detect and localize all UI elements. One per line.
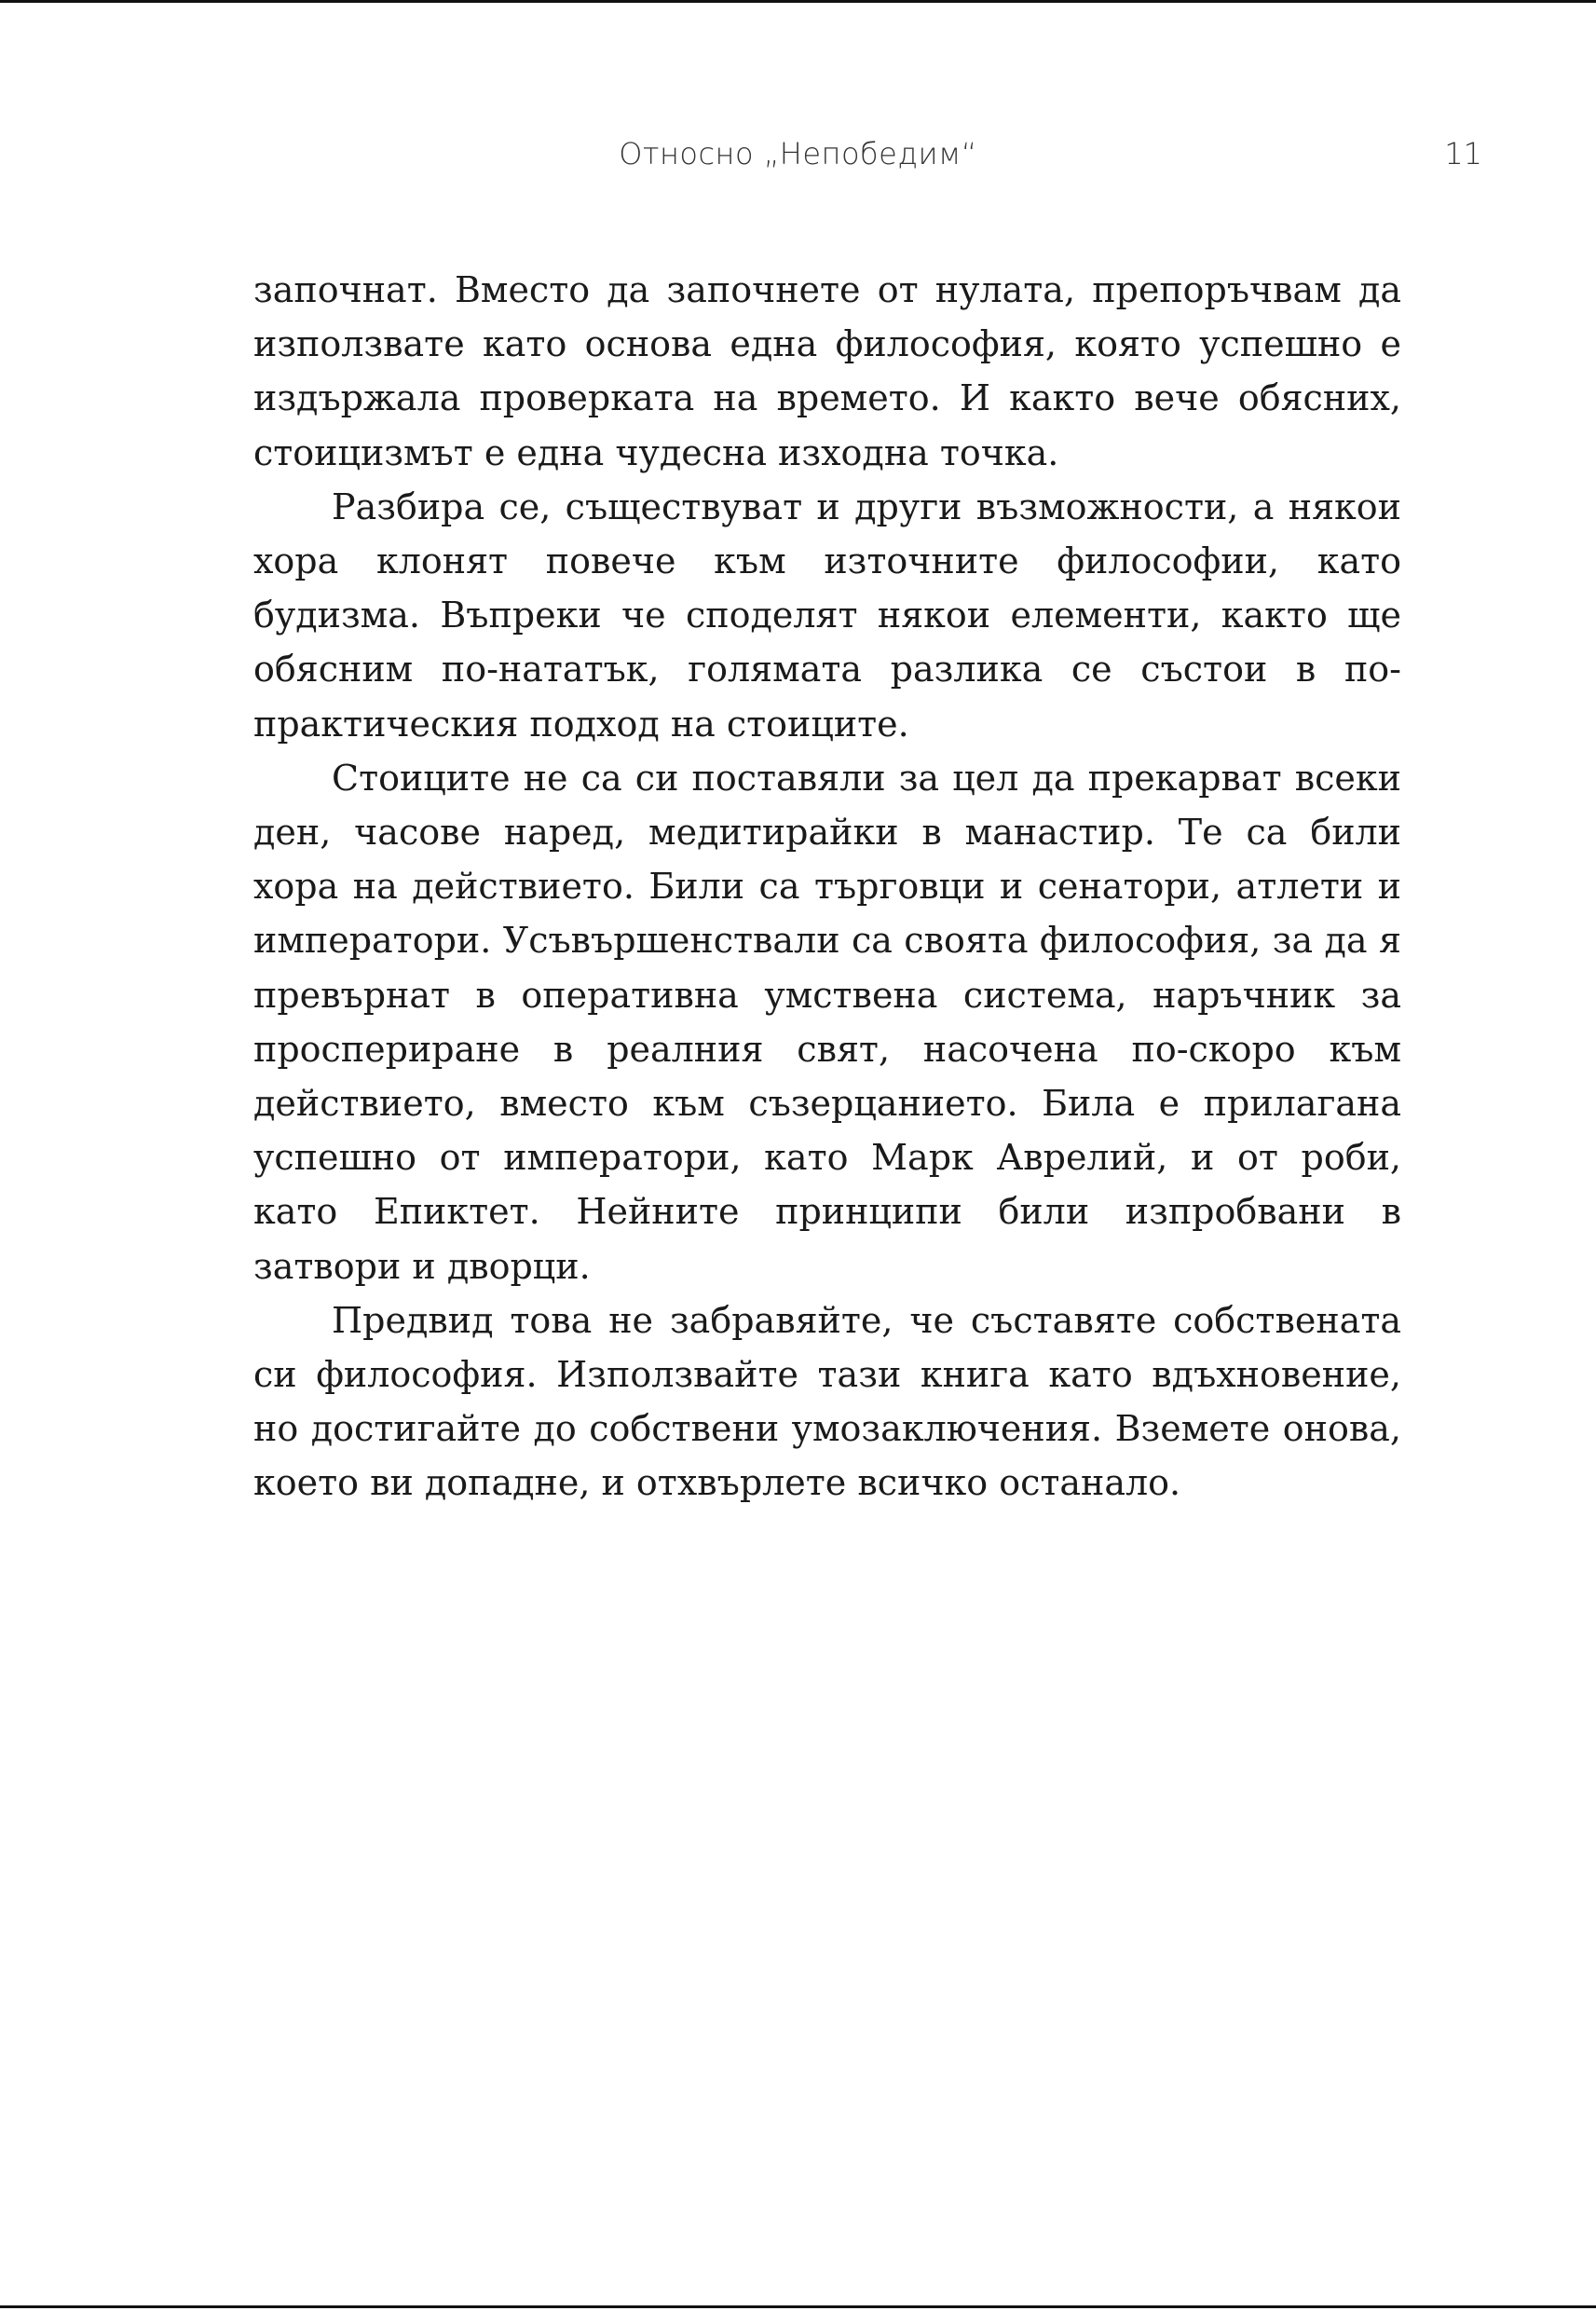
paragraph: Стоиците не са си поставяли за цел да прекарват всеки ден, часове наред, медитирайки в манастир. Те са били хора на действието. Били са търговци и сенатори, атлети и императори. Усъвършенствали са своята философия, за да я превърнат в оперативна умствена система, наръчник за проспериране в реалния свят, насочена по-скоро към действието, вместо към съзерцанието. Била е прилагана успешно от императори, като Марк Аврелий, и от роби, като Епиктет. Нейните принципи били изпробвани в затвори и дворци. [253, 757, 1401, 1287]
paragraph-continuation: започнат. Вместо да започнете от нулата, препоръчвам да използвате като основа една философия, която успешно е издържала проверката на времето. И както вече обясних, стоицизмът е една чудесна изходна точка. [253, 269, 1401, 473]
paragraph: Предвид това не забравяйте, че съставяте собствената си философия. Използвайте тази книга като вдъхновение, но достигайте до собствени умозаключения. Вземете онова, което ви допадне, и отхвърлете всичко останало. [253, 1299, 1401, 1504]
paragraph: Разбира се, съществуват и други възможности, а някои хора клонят повече към източните философии, като будизма. Въпреки че споделят някои елементи, както ще обясним по-нататък, голямата разлика се състои в по-практическия подход на стоиците. [253, 485, 1401, 745]
running-header [0, 136, 1596, 177]
running-head-title: Относно „Непобедим“ [619, 136, 977, 171]
page-number: 11 [1444, 136, 1482, 171]
body-text [253, 263, 1401, 1511]
top-border-line [0, 0, 1596, 3]
bottom-border-line [0, 2305, 1596, 2308]
